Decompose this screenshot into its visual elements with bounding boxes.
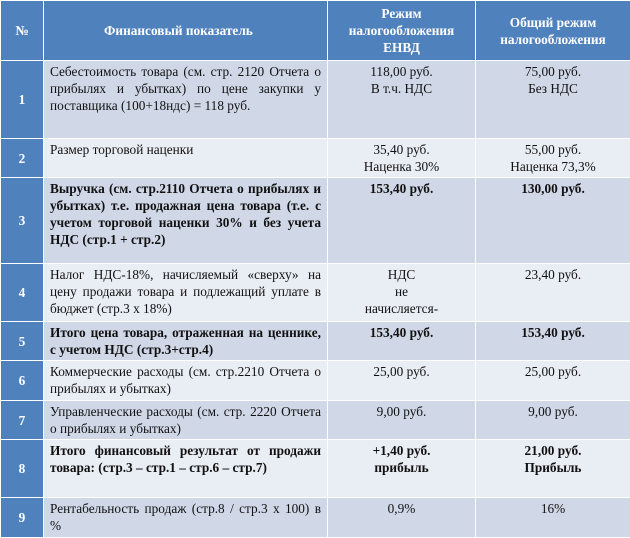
- row-indicator: Выручка (см. стр.2110 Отчета о прибылях и убытках) т.е. продажная цена товара (т.е. с учетом торговой наценки 30% и без учета НДС (стр.1 + стр.2): [44, 178, 328, 264]
- row-indicator: Управленческие расходы (см. стр. 2220 Отчета о прибылях и убытках): [44, 401, 328, 440]
- row-general-value: [476, 139, 630, 178]
- envd-value-line: не: [394, 284, 409, 299]
- general-value-line: Без НДС: [528, 81, 578, 96]
- header-envd: Режим налогообложения ЕНВД: [328, 1, 476, 61]
- general-value-line: 25,00 руб.: [524, 364, 582, 379]
- envd-value-line: 0,9%: [387, 501, 416, 516]
- row-number: 6: [1, 361, 44, 401]
- row-number: 9: [1, 498, 44, 538]
- row-general-value: [476, 401, 630, 440]
- general-value-line: 16%: [540, 501, 566, 516]
- general-value-line: 55,00 руб.: [524, 142, 582, 157]
- table-row: [1, 178, 630, 264]
- header-general: Общий режим налогообложения: [476, 1, 630, 61]
- header-number: №: [1, 1, 44, 61]
- table-header-row: [1, 1, 630, 61]
- row-number: 8: [1, 440, 44, 498]
- envd-value-line: 153,40 руб.: [369, 325, 434, 340]
- table-row: [1, 264, 630, 322]
- row-general-value: [476, 322, 630, 361]
- envd-value-line: 118,00 руб.: [370, 64, 433, 79]
- table-row: [1, 139, 630, 178]
- header-indicator: Финансовый показатель: [44, 1, 328, 61]
- row-indicator: Коммерческие расходы (см. стр.2210 Отчета о прибылях и убытках): [44, 361, 328, 401]
- row-indicator: Итого финансовый результат от продажи товара: (стр.3 – стр.1 – стр.6 – стр.7): [44, 440, 328, 498]
- table-row: [1, 498, 630, 538]
- table-row: [1, 61, 630, 139]
- row-indicator: Размер торговой наценки: [44, 139, 328, 178]
- general-value-line: Прибыль: [524, 460, 582, 475]
- general-value-line: 153,40 руб.: [521, 325, 585, 340]
- row-envd-value: [328, 139, 476, 178]
- envd-value-line: 35,40 руб.: [373, 142, 430, 157]
- envd-value-line: В т.ч. НДС: [370, 81, 433, 96]
- envd-value-line: начисляется-: [364, 301, 439, 316]
- row-indicator: Себестоимость товара (см. стр. 2120 Отчета о прибылях и убытках) по цене закупки у поставщика (100+18ндс) = 118 руб.: [44, 61, 328, 139]
- row-general-value: [476, 361, 630, 401]
- envd-value-line: НДС: [387, 267, 416, 282]
- envd-value-line: 25,00 руб.: [373, 364, 430, 379]
- general-value-line: Наценка 73,3%: [510, 159, 596, 174]
- row-envd-value: [328, 361, 476, 401]
- table-row: [1, 322, 630, 361]
- general-value-line: 23,40 руб.: [524, 267, 582, 282]
- row-envd-value: [328, 440, 476, 498]
- table-row: [1, 401, 630, 440]
- envd-value-line: 9,00 руб.: [376, 404, 427, 419]
- table-row: [1, 361, 630, 401]
- row-envd-value: [328, 264, 476, 322]
- row-number: 7: [1, 401, 44, 440]
- row-envd-value: [328, 178, 476, 264]
- envd-value-line: Наценка 30%: [363, 159, 440, 174]
- row-general-value: [476, 178, 630, 264]
- row-number: 4: [1, 264, 44, 322]
- row-envd-value: [328, 61, 476, 139]
- row-envd-value: [328, 498, 476, 538]
- envd-value-line: 153,40 руб.: [369, 181, 434, 196]
- general-value-line: 75,00 руб.: [524, 64, 582, 79]
- row-number: 3: [1, 178, 44, 264]
- row-general-value: [476, 264, 630, 322]
- row-envd-value: [328, 322, 476, 361]
- row-general-value: [476, 440, 630, 498]
- general-value-line: 21,00 руб.: [524, 443, 582, 458]
- row-general-value: [476, 61, 630, 139]
- table-row: [1, 440, 630, 498]
- general-value-line: 9,00 руб.: [528, 404, 578, 419]
- row-number: 1: [1, 61, 44, 139]
- row-number: 5: [1, 322, 44, 361]
- row-number: 2: [1, 139, 44, 178]
- general-value-line: 130,00 руб.: [521, 181, 585, 196]
- row-indicator: Рентабельность продаж (стр.8 / стр.3 х 100) в %: [44, 498, 328, 538]
- row-general-value: [476, 498, 630, 538]
- envd-value-line: прибыль: [374, 460, 429, 475]
- envd-value-line: +1,40 руб.: [372, 443, 431, 458]
- row-envd-value: [328, 401, 476, 440]
- row-indicator: Налог НДС-18%, начисляемый «сверху» на цену продажи товара и подлежащий уплате в бюджет (стр.3 х 18%): [44, 264, 328, 322]
- row-indicator: Итого цена товара, отраженная на ценнике, с учетом НДС (стр.3+стр.4): [44, 322, 328, 361]
